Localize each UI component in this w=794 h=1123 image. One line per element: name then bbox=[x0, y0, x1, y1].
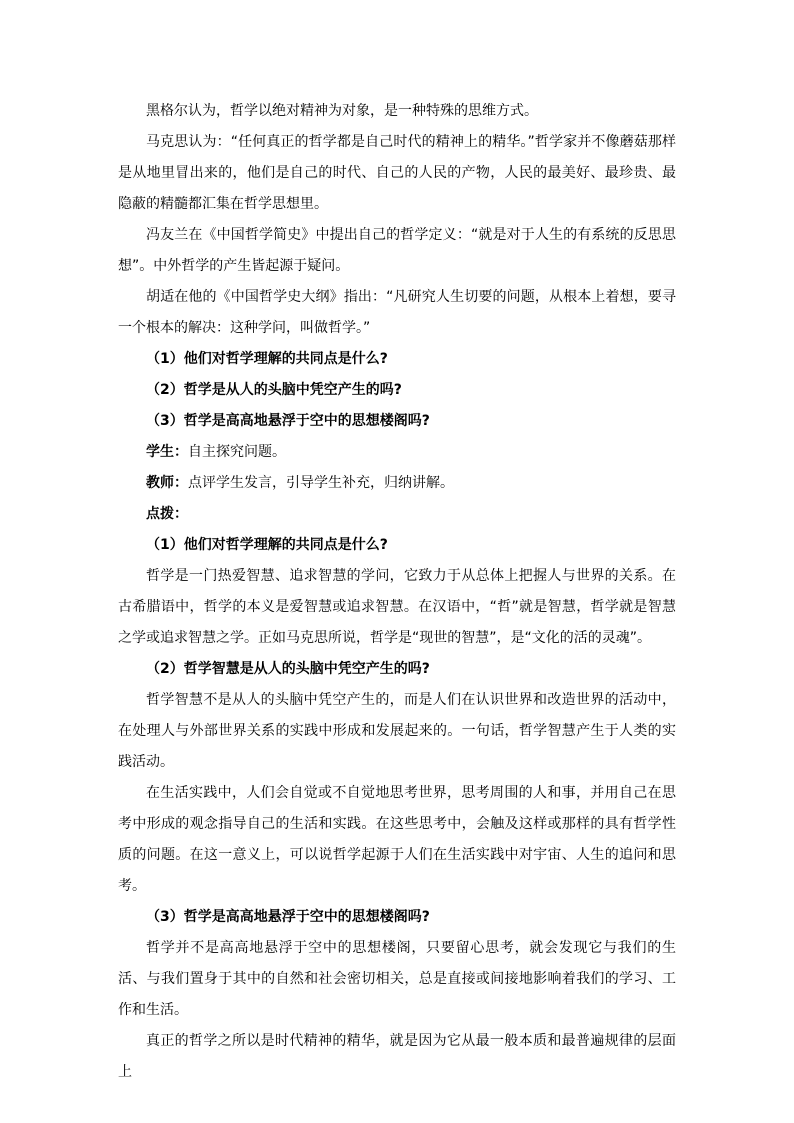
answer-2-text-1: 哲学智慧不是从人的头脑中凭空产生的，而是人们在认识世界和改造世界的活动中，在处理人与外部世界关系的实践中形成和发展起来的。一句话，哲学智慧产生于人类的实践活动。 bbox=[118, 692, 676, 770]
question-2: （2）哲学是从人的头脑中凭空产生的吗? bbox=[146, 382, 402, 398]
paragraph-marx: 马克思认为：“任何真正的哲学都是自己时代的精神上的精华。”哲学家并不像蘑菇那样是从地里冒出来的，他们是自己的时代、自己的人民的产物，人民的最美好、最珍贵、最隐蔽的精髓都汇集在哲学思想里。 bbox=[118, 134, 676, 212]
answer-1-heading: （1）他们对哲学理解的共同点是什么? bbox=[146, 537, 388, 553]
question-3: （3）哲学是高高地悬浮于空中的思想楼阁吗? bbox=[146, 413, 430, 429]
answer-3-text-1: 哲学并不是高高地悬浮于空中的思想楼阁，只要留心思考，就会发现它与我们的生活、与我们置身于其中的自然和社会密切相关，总是直接或间接地影响着我们的学习、工作和生活。 bbox=[118, 940, 676, 1018]
document-body bbox=[118, 96, 676, 1088]
teacher-label: 教师： bbox=[146, 475, 188, 491]
answer-2-text-2: 在生活实践中，人们会自觉或不自觉地思考世界，思考周围的人和事，并用自己在思考中形成的观念指导自己的生活和实践。在这些思考中，会触及这样或那样的具有哲学性质的问题。在这一意义上，可以说哲学起源于人们在生活实践中对宇宙、人生的追问和思考。 bbox=[118, 785, 676, 894]
answer-3-text-2: 真正的哲学之所以是时代精神的精华，就是因为它从最一般本质和最普遍规律的层面上 bbox=[118, 1033, 676, 1080]
paragraph-hegel: 黑格尔认为，哲学以绝对精神为对象，是一种特殊的思维方式。 bbox=[146, 103, 538, 119]
answer-3-heading: （3）哲学是高高地悬浮于空中的思想楼阁吗? bbox=[146, 909, 430, 925]
paragraph-hu: 胡适在他的《中国哲学史大纲》指出：“凡研究人生切要的问题，从根本上着想，要寻一个根本的解决：这种学问，叫做哲学。” bbox=[118, 289, 676, 336]
answer-2-heading: （2）哲学智慧是从人的头脑中凭空产生的吗? bbox=[146, 661, 430, 677]
student-label: 学生： bbox=[146, 444, 188, 460]
tip-label: 点拨： bbox=[146, 506, 188, 522]
student-line bbox=[118, 437, 676, 468]
question-1: （1）他们对哲学理解的共同点是什么? bbox=[146, 351, 388, 367]
teacher-text: 点评学生发言，引导学生补充，归纳讲解。 bbox=[188, 475, 454, 491]
paragraph-feng: 冯友兰在《中国哲学简史》中提出自己的哲学定义：“就是对于人生的有系统的反思思想”。中外哲学的产生皆起源于疑问。 bbox=[118, 227, 676, 274]
teacher-line bbox=[118, 468, 676, 499]
answer-1-text: 哲学是一门热爱智慧、追求智慧的学问，它致力于从总体上把握人与世界的关系。在古希腊语中，哲学的本义是爱智慧或追求智慧。在汉语中，“哲”就是智慧，哲学就是智慧之学或追求智慧之学。正如马克思所说，哲学是“现世的智慧”，是“文化的活的灵魂”。 bbox=[118, 568, 676, 646]
student-text: 自主探究问题。 bbox=[188, 444, 286, 460]
